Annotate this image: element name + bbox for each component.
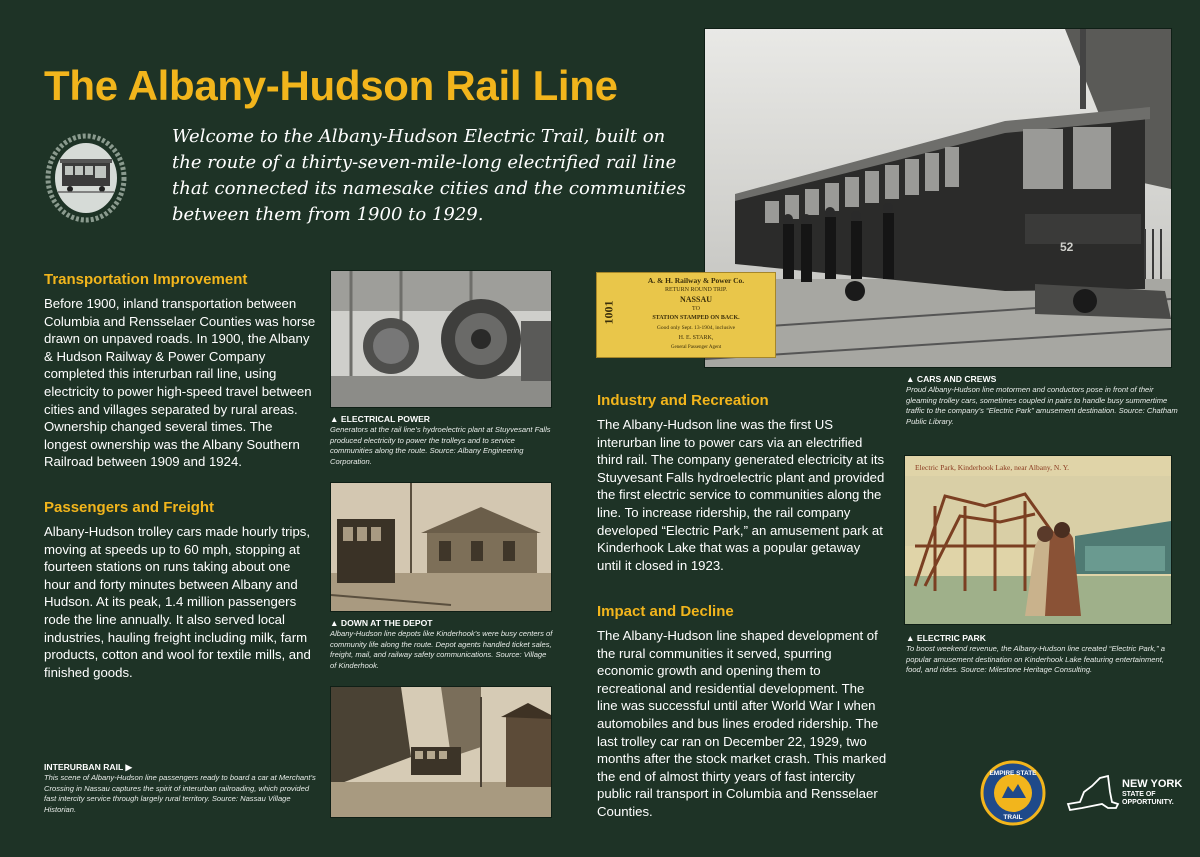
ny-logo-line2: STATE OF <box>1122 791 1156 798</box>
ticket-number: 1001 <box>601 300 616 325</box>
ny-logo-line3: OPPORTUNITY. <box>1122 799 1174 806</box>
park-caption-body: To boost weekend revenue, the Albany-Hudson line created “Electric Park,” a popular amusement destination on Kinderhook Lake featuring entertainment, food, and rides. Source: Milestone Heritage Consulting. <box>906 644 1166 675</box>
electrical-caption-heading: ▲ ELECTRICAL POWER <box>330 414 431 424</box>
interurban-caption <box>44 762 316 815</box>
ticket-line5: Good only Sept. 13-1904, inclusive <box>656 324 736 331</box>
empire-logo-top-text: EMPIRE STATE <box>989 770 1037 777</box>
electrical-caption-body: Generators at the rail line’s hydroelectric plant at Stuyvesant Falls produced electricity to power the trolleys and to service communities along the route. Source: Albany Engineering Corporation. <box>330 425 551 466</box>
ny-state-outline-icon <box>1068 776 1118 810</box>
park-caption <box>906 633 1176 676</box>
ticket-line7: General Passenger Agent <box>670 345 722 351</box>
depot-photo <box>330 482 552 612</box>
trolley-number-label: 52 <box>1060 240 1074 254</box>
impact-heading: Impact and Decline <box>597 603 734 620</box>
empire-state-trail-logo <box>980 760 1046 826</box>
ticket-line2: NASSAU <box>679 295 712 305</box>
postcard-caption: Electric Park, Kinderhook Lake, near Albany, N. Y. <box>915 463 1070 472</box>
ticket-line1: RETURN ROUND TRIP. <box>664 286 728 293</box>
impact-body: The Albany-Hudson line shaped development of the rural communities it served, spurring economic growth and opening them to recreational and residential development. The line was successful until after World War I when automobiles and bus lines eroded ridership. The last trolley car ran on December 22, 1929, two months after the stock market crash. This marked the end of almost thirty years of fast intercity public rail transport in Columbia and Rensselaer Counties. <box>597 628 887 819</box>
page-title: The Albany-Hudson Rail Line <box>44 62 618 109</box>
ticket-line3: TO <box>692 305 700 312</box>
interurban-rail-photo <box>330 686 552 818</box>
passengers-heading: Passengers and Freight <box>44 499 215 516</box>
transportation-body: Before 1900, inland transportation between Columbia and Rensselaer Counties was horse drawn on unpaved roads. In 1900, the Albany & Hudson Railway & Power Company completed this interurban rail line, using electricity to power high-speed travel between cities and villages separated by rural areas. Ownership changed several times. The longest ownership was the Albany Southern Railroad between 1909 and 1924. <box>44 296 316 470</box>
transportation-heading: Transportation Improvement <box>44 271 248 288</box>
interurban-caption-body: This scene of Albany-Hudson line passengers ready to board a car at Merchant’s Crossing in Nassau captures the spirit of interurban railroading, which provided fast intercity service through largely rural territory. Source: Nassau Village Historian. <box>44 773 316 814</box>
ny-logo-line1: NEW YORK <box>1122 778 1183 790</box>
depot-caption <box>330 618 554 671</box>
passengers-body: Albany-Hudson trolley cars made hourly trips, moving at speeds up to 60 mph, stopping at fourteen stations on runs taking about one hour and forty minutes between Albany and Hudson. At its peak, 1.4 million passengers rode the line annually. It also served local industries, hauling freight including milk, farm products, cotton and wool for textile mills, and finished goods. <box>44 524 311 680</box>
cars-caption-body: Proud Albany-Hudson line motormen and conductors pose in front of their gleaming trolley cars, sometimes coupled in pairs to handle busy summertime traffic to the company’s “Electric Park” amusement destination. Source: Chatham Public Library. <box>906 385 1178 426</box>
industry-body: The Albany-Hudson line was the first US interurban line to power cars via an electrified third rail. The company generated electricity at its Stuyvesant Falls hydroelectric plant and provided the first electric service to communities along the line. To increase ridership, the rail company developed “Electric Park,” an amusement park at Kinderhook Lake that was a popular getaway until it closed in 1923. <box>597 417 885 573</box>
ticket-line6: H. E. STARK, <box>678 334 714 341</box>
cars-caption <box>906 374 1186 427</box>
electrical-caption <box>330 414 554 467</box>
interurban-caption-heading: INTERURBAN RAIL ▶ <box>44 762 133 772</box>
intro-paragraph: Welcome to the Albany-Hudson Electric Trail, built on the route of a thirty-seven-mile-long electrified rail line that connected its namesake cities and the communities between them from 1900 to 1929. <box>172 126 686 225</box>
new-york-state-logo <box>1062 772 1182 822</box>
depot-caption-heading: ▲ DOWN AT THE DEPOT <box>330 618 433 628</box>
round-trip-ticket <box>596 272 776 358</box>
electric-park-postcard <box>904 455 1172 625</box>
industry-heading: Industry and Recreation <box>597 392 769 409</box>
depot-caption-body: Albany-Hudson line depots like Kinderhook’s were busy centers of community life along the route. Depot agents handled ticket sales, freight, mail, and railway safety communications. Source: Village of Kinderhook. <box>330 629 553 670</box>
empire-logo-bottom-text: TRAIL <box>1003 814 1023 821</box>
electrical-power-photo <box>330 270 552 408</box>
cars-caption-heading: ▲ CARS AND CREWS <box>906 374 997 384</box>
park-caption-heading: ▲ ELECTRIC PARK <box>906 633 986 643</box>
ticket-company: A. & H. Railway & Power Co. <box>647 276 745 285</box>
ticket-line4: STATION STAMPED ON BACK. <box>652 315 740 322</box>
trolley-medallion-image <box>44 132 128 224</box>
